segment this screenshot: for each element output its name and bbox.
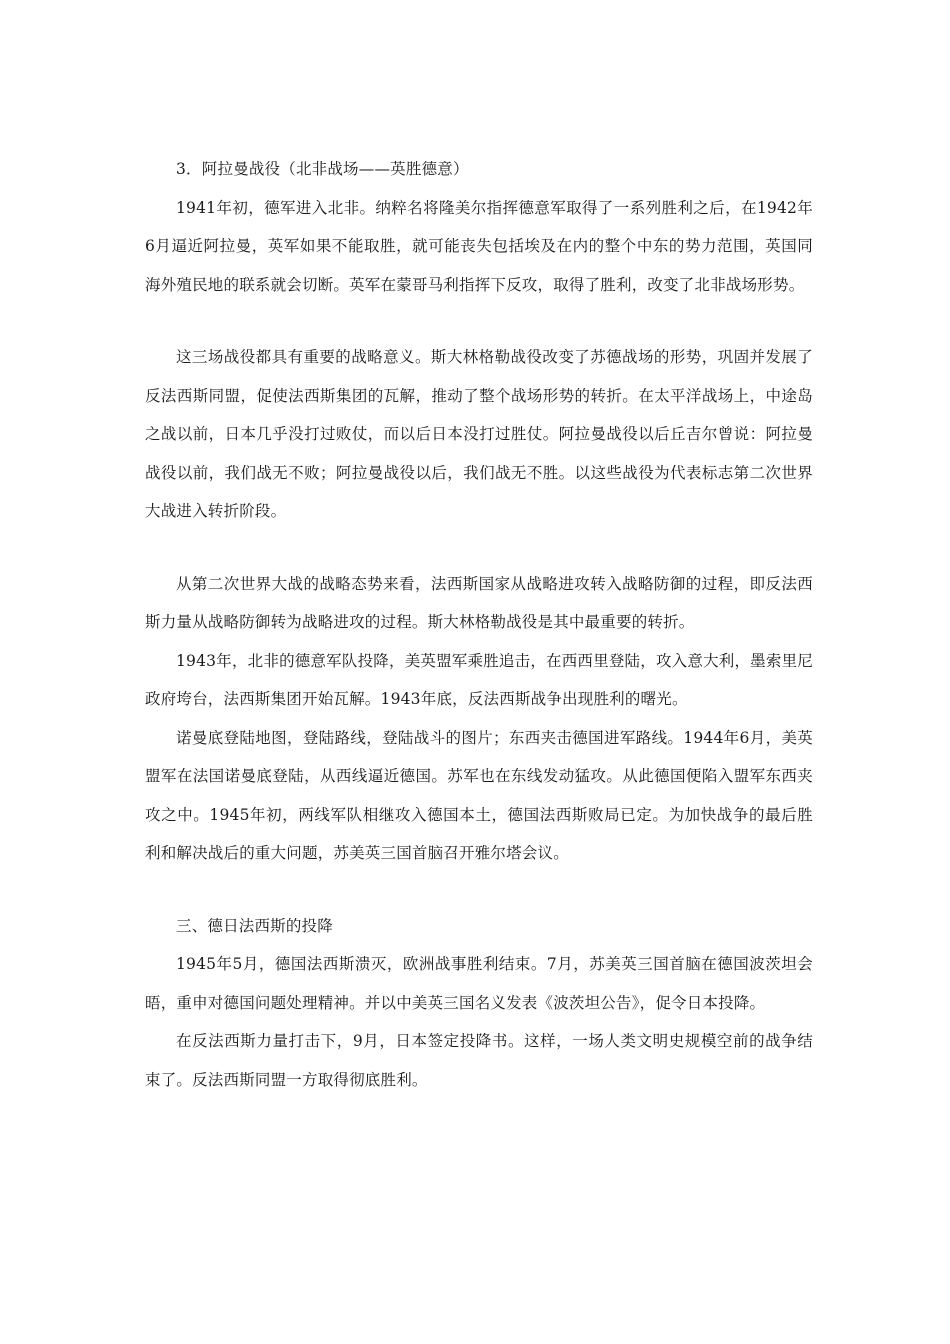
section-heading-alamein: 3．阿拉曼战役（北非战场——英胜德意） [176,160,469,178]
strategic-posture-paragraph: 从第二次世界大战的战略态势来看，法西斯国家从战略进攻转入战略防御的过程，即反法西斯力量从战略防御转为战略进攻的过程。斯大林格勒战役是其中最重要的转折。 [145,574,813,631]
italy-1943-paragraph: 1943年，北非的德意军队投降，美英盟军乘胜追击，在西西里登陆，攻入意大利，墨索里尼政府垮台，法西斯集团开始瓦解。1943年底，反法西斯战争出现胜利的曙光。 [145,651,813,708]
germany-surrender-paragraph: 1945年5月，德国法西斯溃灭，欧洲战事胜利结束。7月，苏美英三国首脑在德国波茨坦会晤，重申对德国问题处理精神。并以中美英三国名义发表《波茨坦公告》，促令日本投降。 [145,955,813,1012]
japan-surrender-paragraph: 在反法西斯力量打击下，9月，日本签定投降书。这样，一场人类文明史规模空前的战争结束了。反法西斯同盟一方取得彻底胜利。 [145,1032,813,1089]
normandy-paragraph: 诺曼底登陆地图，登陆路线，登陆战斗的图片；东西夹击德国进军路线。1944年6月，美英盟军在法国诺曼底登陆，从西线逼近德国。苏军也在东线发动猛攻。从此德国便陷入盟军东西夹攻之中。1945年初，两线军队相继攻入德国本土，德国法西斯败局已定。为加快战争的最后胜利和解决战后的重大问题，苏美英三国首脑召开雅尔塔会议。 [145,728,813,862]
paragraph-gap [145,873,813,907]
document-body [145,150,813,1099]
paragraph-gap [145,531,813,565]
alamein-paragraph: 1941年初，德军进入北非。纳粹名将隆美尔指挥德意军取得了一系列胜利之后，在1942年6月逼近阿拉曼，英军如果不能取胜，就可能丧失包括埃及在内的整个中东的势力范围，英国同海外殖民地的联系就会切断。英军在蒙哥马利指挥下反攻，取得了胜利，改变了北非战场形势。 [145,198,813,294]
section-heading-surrender: 三、德日法西斯的投降 [176,916,334,935]
significance-paragraph: 这三场战役都具有重要的战略意义。斯大林格勒战役改变了苏德战场的形势，巩固并发展了反法西斯同盟，促使法西斯集团的瓦解，推动了整个战场形势的转折。在太平洋战场上，中途岛之战以前，日本几乎没打过败仗，而以后日本没打过胜仗。阿拉曼战役以后丘吉尔曾说：阿拉曼战役以前，我们战无不败；阿拉曼战役以后，我们战无不胜。以这些战役为代表标志第二次世界大战进入转折阶段。 [145,348,813,520]
paragraph-gap [145,304,813,338]
